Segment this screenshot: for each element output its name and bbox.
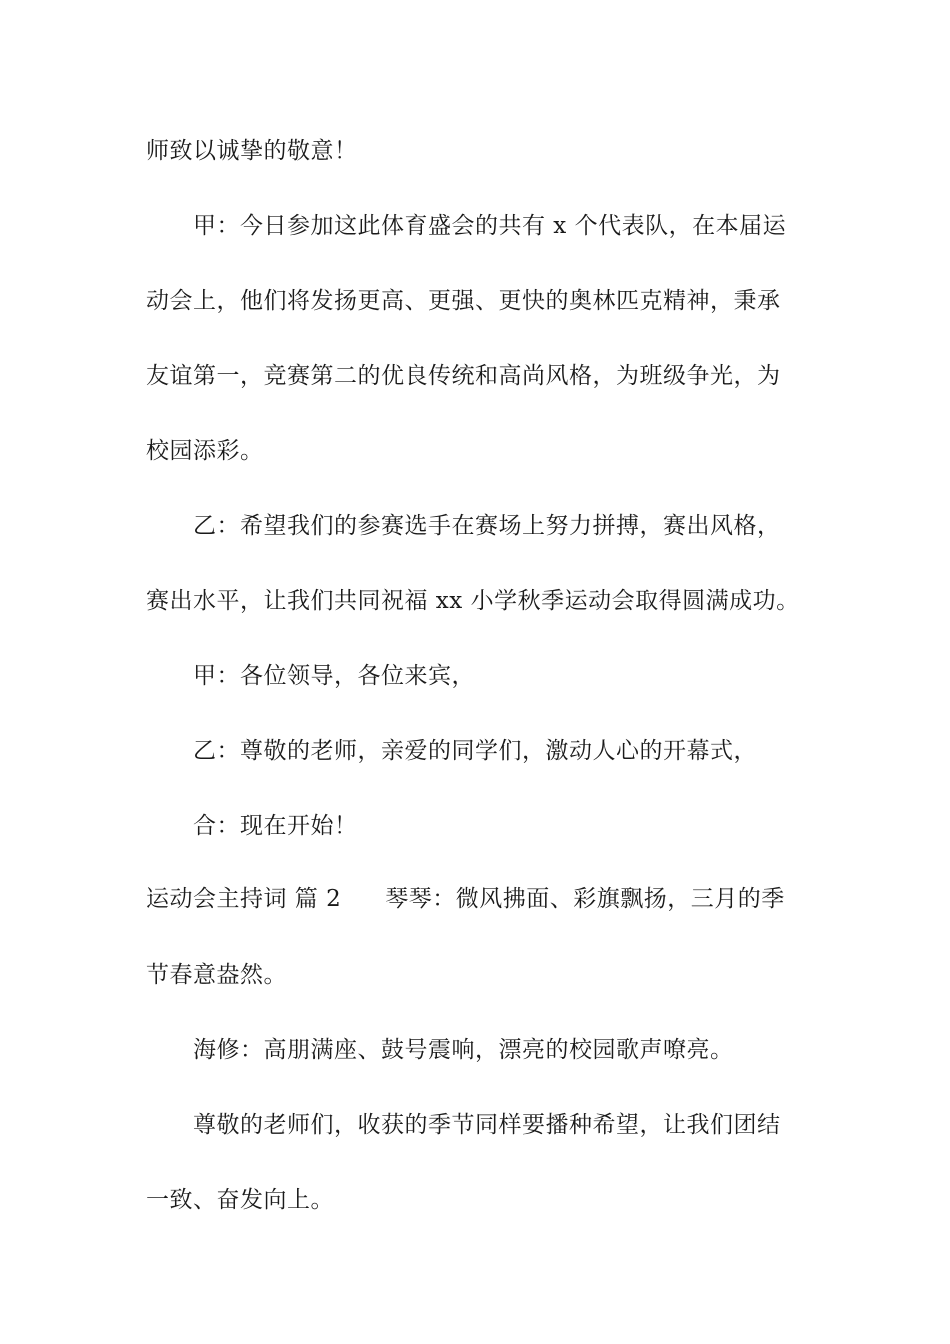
text-line-15: 一致、奋发向上。 — [146, 1187, 334, 1213]
text-line-1: 师致以诚挚的敬意！ — [146, 138, 358, 164]
section-heading-line — [146, 884, 810, 914]
text-line-14: 尊敬的老师们，收获的季节同样要播种希望，让我们团结 — [193, 1112, 781, 1138]
text-line-11: 琴琴：微风拂面、彩旗飘扬，三月的季 — [385, 886, 785, 912]
text-line-7: 赛出水平，让我们共同祝福 xx 小学秋季运动会取得圆满成功。 — [146, 588, 800, 614]
text-line-8: 甲：各位领导，各位来宾， — [193, 663, 475, 689]
section-heading: 运动会主持词 篇 2 — [146, 886, 342, 912]
text-line-3: 动会上，他们将发扬更高、更强、更快的奥林匹克精神，秉承 — [146, 288, 781, 314]
text-line-2: 甲：今日参加这此体育盛会的共有 x 个代表队，在本届运 — [193, 213, 787, 239]
text-line-5: 校园添彩。 — [146, 438, 264, 464]
text-line-10: 合：现在开始！ — [193, 813, 358, 839]
text-line-4: 友谊第一，竞赛第二的优良传统和高尚风格，为班级争光，为 — [146, 363, 781, 389]
text-line-13: 海修：高朋满座、鼓号震响，漂亮的校园歌声嘹亮。 — [193, 1037, 734, 1063]
text-line-9: 乙：尊敬的老师，亲爱的同学们，激动人心的开幕式， — [193, 738, 757, 764]
text-line-6: 乙：希望我们的参赛选手在赛场上努力拼搏，赛出风格， — [193, 513, 781, 539]
text-line-12: 节春意盎然。 — [146, 962, 287, 988]
